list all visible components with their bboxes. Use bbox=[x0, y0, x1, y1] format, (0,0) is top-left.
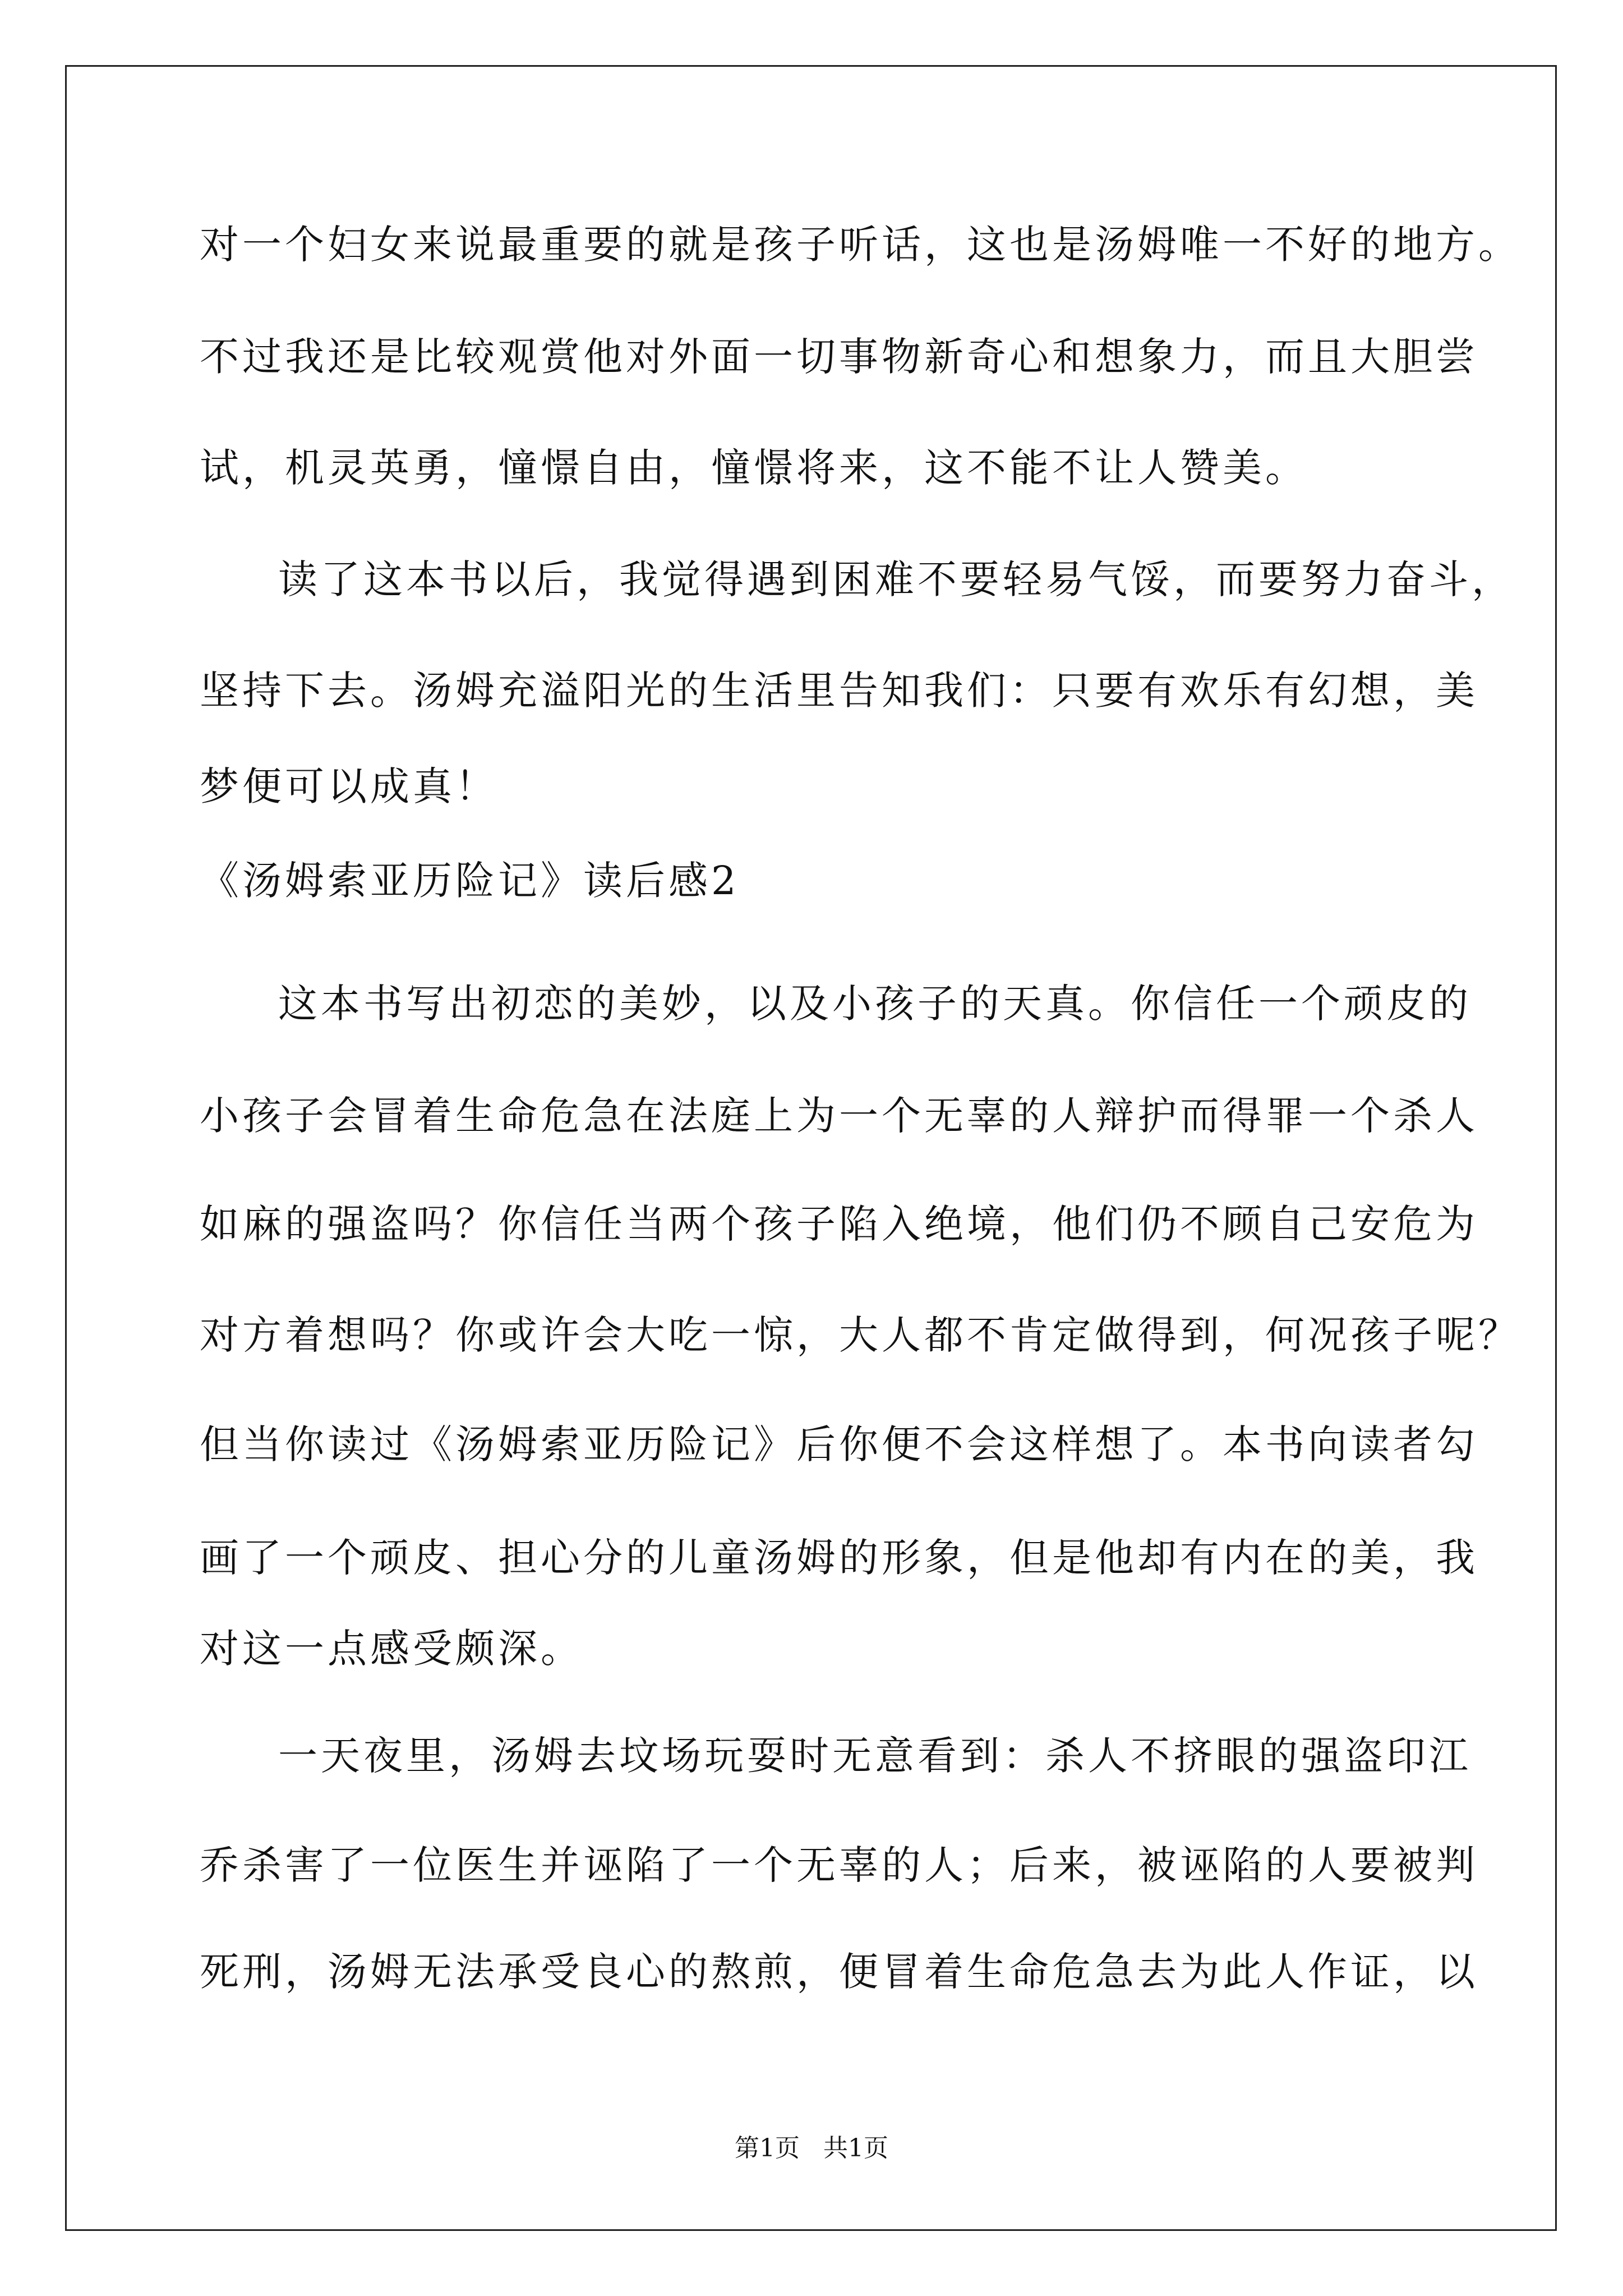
text-line: 对一个妇女来说最重要的就是孩子听话，这也是汤姆唯一不好的地方。 bbox=[200, 222, 1521, 268]
text-line: 不过我还是比较观赏他对外面一切事物新奇心和想象力，而且大胆尝 bbox=[200, 334, 1478, 380]
text-line: 读了这本书以后，我觉得遇到困难不要轻易气馁，而要努力奋斗， bbox=[278, 556, 1514, 602]
text-line: 对这一点感受颇深。 bbox=[200, 1626, 583, 1672]
text-line: 画了一个顽皮、担心分的儿童汤姆的形象，但是他却有内在的美，我 bbox=[200, 1535, 1478, 1581]
text-line: 但当你读过《汤姆索亚历险记》后你便不会这样想了。本书向读者勾 bbox=[200, 1421, 1478, 1467]
text-line: 这本书写出初恋的美妙，以及小孩子的天真。你信任一个顽皮的 bbox=[278, 981, 1472, 1027]
text-line: 乔杀害了一位医生并诬陷了一个无辜的人；后来，被诬陷的人要被判 bbox=[200, 1842, 1478, 1888]
text-line: 如麻的强盗吗？你信任当两个孩子陷入绝境，他们仍不顾自己安危为 bbox=[200, 1201, 1478, 1247]
text-line: 一天夜里，汤姆去坟场玩耍时无意看到：杀人不挤眼的强盗印江 bbox=[278, 1733, 1472, 1779]
text-line: 对方着想吗？你或许会大吃一惊，大人都不肯定做得到，何况孩子呢？ bbox=[200, 1312, 1521, 1358]
text-line: 试，机灵英勇，憧憬自由，憧憬将来，这不能不让人赞美。 bbox=[200, 445, 1308, 491]
page-footer: 第1页 共1页 bbox=[735, 2134, 888, 2162]
text-line: 死刑，汤姆无法承受良心的熬煎，便冒着生命危急去为此人作证，以 bbox=[200, 1949, 1478, 1995]
page-border bbox=[65, 65, 1557, 2231]
section-heading: 《汤姆索亚历险记》读后感2 bbox=[200, 858, 740, 904]
text-line: 梦便可以成真！ bbox=[200, 763, 498, 809]
text-line: 小孩子会冒着生命危急在法庭上为一个无辜的人辩护而得罪一个杀人 bbox=[200, 1093, 1478, 1139]
text-line: 坚持下去。汤姆充溢阳光的生活里告知我们：只要有欢乐有幻想，美 bbox=[200, 668, 1478, 714]
